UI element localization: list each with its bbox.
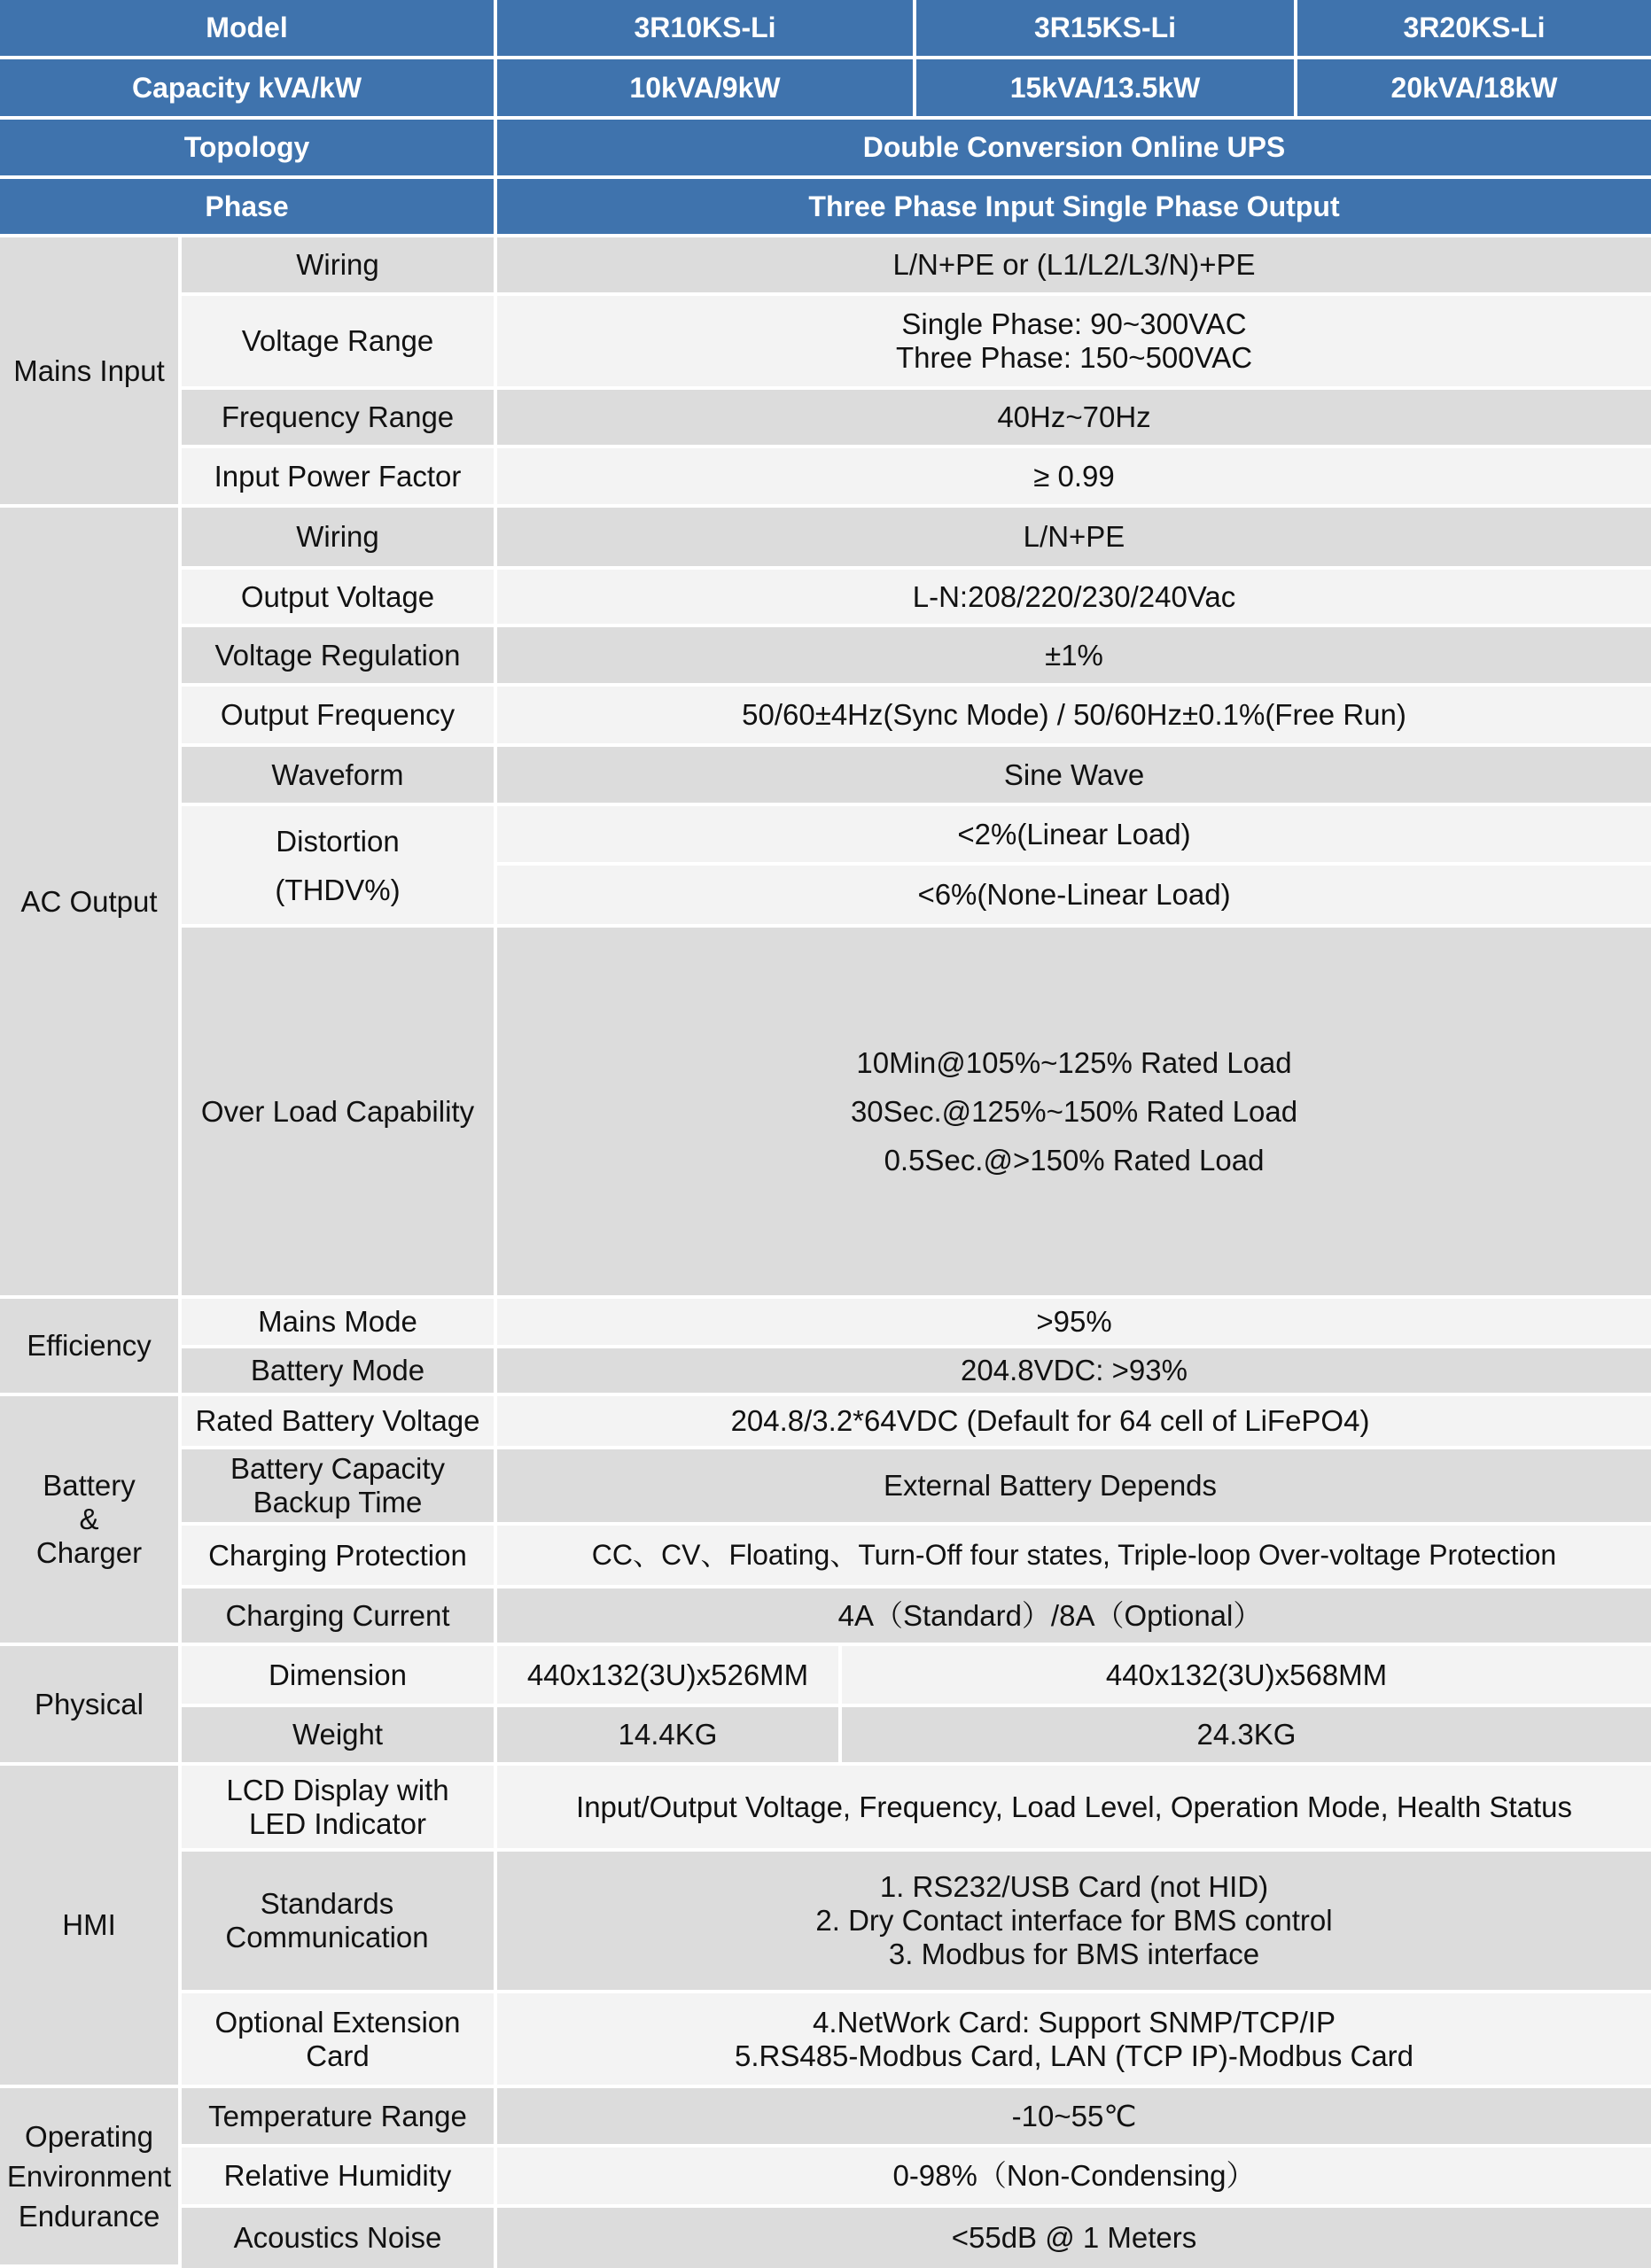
model-label: Model xyxy=(0,0,497,59)
waveform-value: Sine Wave xyxy=(497,747,1651,806)
distortion-linear-row xyxy=(0,806,1651,866)
environment-group-line2: Environment xyxy=(6,2160,172,2193)
humidity-label: Relative Humidity xyxy=(182,2148,497,2208)
mains-wiring-label: Wiring xyxy=(182,237,497,296)
rated-voltage-row xyxy=(0,1396,1651,1449)
voltage-range-value xyxy=(497,296,1651,390)
temperature-row xyxy=(0,2088,1651,2148)
capacity-1: 10kVA/9kW xyxy=(497,59,916,120)
frequency-range-label: Frequency Range xyxy=(182,390,497,448)
battery-mode-value: 204.8VDC: >93% xyxy=(497,1348,1651,1396)
ac-output-group: AC Output xyxy=(0,508,182,1299)
frequency-range-value: 40Hz~70Hz xyxy=(497,390,1651,448)
topology-label: Topology xyxy=(0,120,497,179)
hmi-group: HMI xyxy=(0,1766,182,2088)
battery-capacity-label-line1: Battery Capacity xyxy=(230,1452,446,1486)
capacity-row xyxy=(0,59,1651,120)
battery-mode-label: Battery Mode xyxy=(182,1348,497,1396)
optional-card-label-line2: Card xyxy=(306,2039,370,2072)
environment-group xyxy=(0,2088,182,2268)
standard-comm-label-line2: Communication xyxy=(225,1921,429,1953)
charging-protection-label: Charging Protection xyxy=(182,1526,497,1588)
temperature-value: -10~55℃ xyxy=(497,2088,1651,2148)
battery-capacity-value: External Battery Depends xyxy=(497,1449,1651,1526)
lcd-label-line2: LED Indicator xyxy=(249,1806,426,1840)
output-voltage-label: Output Voltage xyxy=(182,570,497,627)
distortion-label-line2: (THDV%) xyxy=(275,873,401,906)
physical-group: Physical xyxy=(0,1646,182,1766)
voltage-range-single: Single Phase: 90~300VAC xyxy=(901,307,1247,341)
noise-label: Acoustics Noise xyxy=(182,2208,497,2268)
optional-card-line-1: 4.NetWork Card: Support SNMP/TCP/IP xyxy=(813,2005,1336,2039)
model-3: 3R20KS-Li xyxy=(1297,0,1651,59)
weight-value-15k-20k: 24.3KG xyxy=(842,1707,1651,1766)
rated-voltage-label: Rated Battery Voltage xyxy=(182,1396,497,1449)
distortion-label xyxy=(182,806,497,928)
standard-comm-label xyxy=(182,1852,497,1993)
noise-row xyxy=(0,2208,1651,2268)
dimension-label: Dimension xyxy=(182,1646,497,1707)
dimension-value-10k: 440x132(3U)x526MM xyxy=(497,1646,842,1707)
phase-row xyxy=(0,179,1651,237)
humidity-value: 0-98%（Non-Condensing） xyxy=(497,2148,1651,2208)
battery-capacity-label-line2: Backup Time xyxy=(253,1486,423,1518)
voltage-regulation-label: Voltage Regulation xyxy=(182,627,497,687)
optional-card-label-line1: Optional Extension xyxy=(214,2005,461,2039)
topology-value: Double Conversion Online UPS xyxy=(497,120,1651,179)
phase-value: Three Phase Input Single Phase Output xyxy=(497,179,1651,237)
phase-label: Phase xyxy=(0,179,497,237)
power-factor-row xyxy=(0,448,1651,508)
distortion-linear-value: <2%(Linear Load) xyxy=(497,806,1651,866)
capacity-3: 20kVA/18kW xyxy=(1297,59,1651,120)
lcd-row xyxy=(0,1766,1651,1852)
overload-line-2: 30Sec.@125%~150% Rated Load xyxy=(850,1095,1298,1128)
output-frequency-label: Output Frequency xyxy=(182,687,497,747)
power-factor-label: Input Power Factor xyxy=(182,448,497,508)
output-voltage-row xyxy=(0,570,1651,627)
standard-comm-line-2: 2. Dry Contact interface for BMS control xyxy=(815,1904,1333,1938)
frequency-range-row xyxy=(0,390,1651,448)
overload-line-3: 0.5Sec.@>150% Rated Load xyxy=(884,1144,1265,1177)
weight-value-10k: 14.4KG xyxy=(497,1707,842,1766)
output-wiring-value: L/N+PE xyxy=(497,508,1651,570)
mains-wiring-value: L/N+PE or (L1/L2/L3/N)+PE xyxy=(497,237,1651,296)
voltage-range-label: Voltage Range xyxy=(182,296,497,390)
rated-voltage-value: 204.8/3.2*64VDC (Default for 64 cell of LiFePO4) xyxy=(497,1396,1651,1449)
humidity-row xyxy=(0,2148,1651,2208)
battery-capacity-label xyxy=(182,1449,497,1526)
capacity-2: 15kVA/13.5kW xyxy=(916,59,1297,120)
model-1: 3R10KS-Li xyxy=(497,0,916,59)
mains-mode-row xyxy=(0,1299,1651,1348)
weight-label: Weight xyxy=(182,1707,497,1766)
distortion-label-line1: Distortion xyxy=(276,824,400,858)
battery-group-line1: Battery xyxy=(43,1469,136,1503)
environment-group-line1: Operating xyxy=(25,2120,153,2153)
overload-line-1: 10Min@105%~125% Rated Load xyxy=(856,1046,1292,1079)
dimension-row xyxy=(0,1646,1651,1707)
standard-comm-label-line1: Standards xyxy=(260,1887,394,1921)
charging-protection-row xyxy=(0,1526,1651,1588)
standard-comm-value xyxy=(497,1852,1651,1993)
optional-card-value xyxy=(497,1993,1651,2088)
overload-label: Over Load Capability xyxy=(182,928,497,1299)
overload-row xyxy=(0,928,1651,1299)
power-factor-value: ≥ 0.99 xyxy=(497,448,1651,508)
output-wiring-label: Wiring xyxy=(182,508,497,570)
mains-mode-label: Mains Mode xyxy=(182,1299,497,1348)
voltage-regulation-value: ±1% xyxy=(497,627,1651,687)
capacity-label: Capacity kVA/kW xyxy=(0,59,497,120)
lcd-label-line1: LCD Display with xyxy=(226,1773,449,1806)
output-frequency-value: 50/60±4Hz(Sync Mode) / 50/60Hz±0.1%(Free Run) xyxy=(497,687,1651,747)
waveform-row xyxy=(0,747,1651,806)
output-frequency-row xyxy=(0,687,1651,747)
efficiency-group: Efficiency xyxy=(0,1299,182,1396)
lcd-value: Input/Output Voltage, Frequency, Load Level, Operation Mode, Health Status xyxy=(497,1766,1651,1852)
voltage-range-row xyxy=(0,296,1651,390)
output-voltage-value: L-N:208/220/230/240Vac xyxy=(497,570,1651,627)
battery-mode-row xyxy=(0,1348,1651,1396)
lcd-label xyxy=(182,1766,497,1852)
dimension-value-15k-20k: 440x132(3U)x568MM xyxy=(842,1646,1651,1707)
charging-current-value: 4A（Standard）/8A（Optional） xyxy=(497,1588,1651,1646)
output-wiring-row xyxy=(0,508,1651,570)
optional-card-label xyxy=(182,1993,497,2088)
charging-protection-value: CC、CV、Floating、Turn-Off four states, Triple-loop Over-voltage Protection xyxy=(497,1526,1651,1588)
charging-current-row xyxy=(0,1588,1651,1646)
battery-group-line3: Charger xyxy=(35,1535,143,1569)
model-row xyxy=(0,0,1651,59)
noise-value: <55dB @ 1 Meters xyxy=(497,2208,1651,2268)
optional-card-line-2: 5.RS485-Modbus Card, LAN (TCP IP)-Modbus Card xyxy=(734,2039,1414,2072)
mains-wiring-row xyxy=(0,237,1651,296)
battery-group-line2: & xyxy=(79,1503,99,1536)
standard-comm-row xyxy=(0,1852,1651,1993)
weight-row xyxy=(0,1707,1651,1766)
battery-capacity-row xyxy=(0,1449,1651,1526)
environment-group-line3: Endurance xyxy=(18,2200,160,2233)
waveform-label: Waveform xyxy=(182,747,497,806)
voltage-range-three: Three Phase: 150~500VAC xyxy=(895,341,1253,374)
optional-card-row xyxy=(0,1993,1651,2088)
standard-comm-line-1: 1. RS232/USB Card (not HID) xyxy=(879,1870,1269,1904)
distortion-nonlinear-value: <6%(None-Linear Load) xyxy=(497,866,1651,928)
mains-input-group: Mains Input xyxy=(0,237,182,508)
charging-current-label: Charging Current xyxy=(182,1588,497,1646)
temperature-label: Temperature Range xyxy=(182,2088,497,2148)
battery-charger-group xyxy=(0,1396,182,1646)
mains-mode-value: >95% xyxy=(497,1299,1651,1348)
standard-comm-line-3: 3. Modbus for BMS interface xyxy=(888,1937,1260,1970)
model-2: 3R15KS-Li xyxy=(916,0,1297,59)
overload-value xyxy=(497,928,1651,1299)
voltage-regulation-row xyxy=(0,627,1651,687)
topology-row xyxy=(0,120,1651,179)
